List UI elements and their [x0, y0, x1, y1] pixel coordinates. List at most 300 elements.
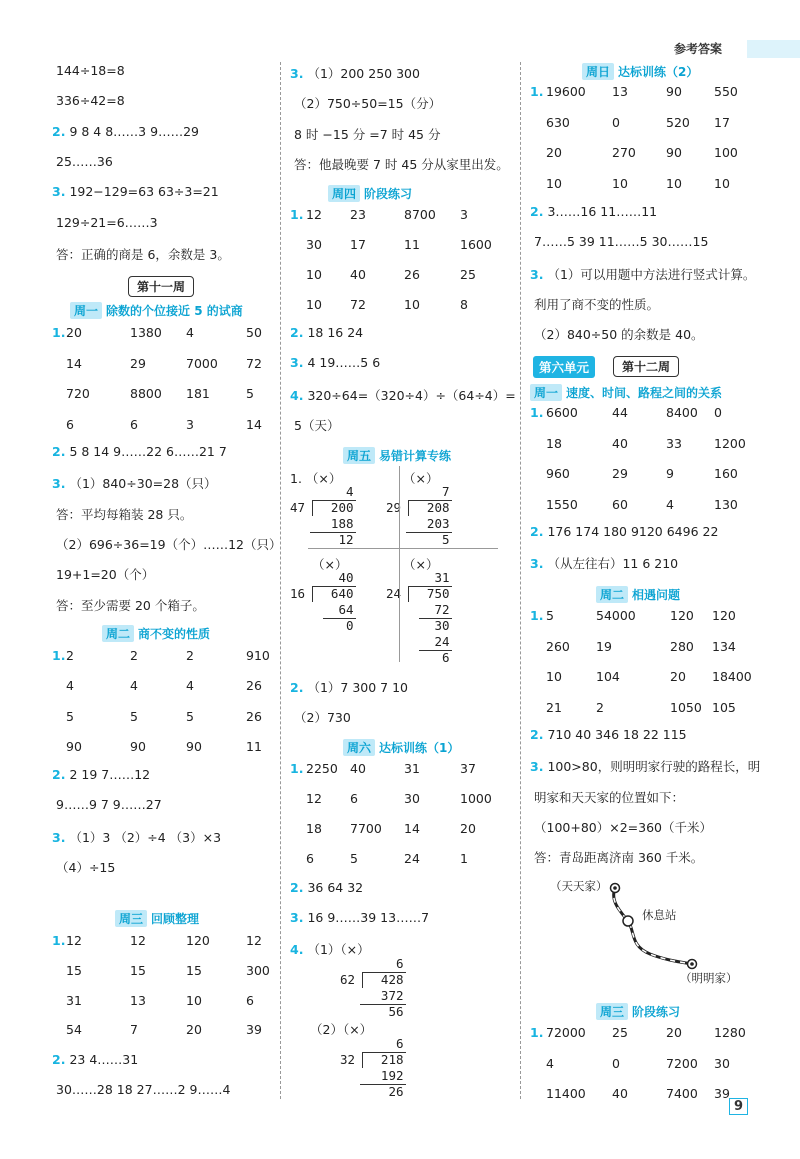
grid-cell: 7400	[666, 1086, 698, 1101]
answer-line	[290, 880, 363, 895]
section-title: 速度、时间、路程之间的关系	[566, 386, 723, 400]
dividend: 428	[380, 972, 404, 987]
quotient: 7	[441, 484, 450, 499]
answer-text: 30……28 18 27……2 9……4	[56, 1082, 231, 1097]
division-step: 203	[426, 516, 450, 531]
route-map	[600, 876, 720, 976]
section-tag: 周一	[530, 384, 562, 401]
section-tag: 周一	[70, 302, 102, 319]
answer-line	[530, 295, 659, 313]
section-title: 回顾整理	[151, 912, 200, 926]
item-number: 3.	[290, 355, 304, 371]
answer-line	[52, 797, 162, 812]
grid-cell: 9	[666, 466, 674, 481]
section-heading	[596, 1003, 680, 1020]
answer-line	[530, 554, 678, 572]
item-number: 2.	[530, 204, 544, 219]
section-heading	[115, 910, 199, 927]
answer-text: 129÷21=6……3	[56, 214, 158, 230]
grid-cell: 0	[612, 114, 620, 130]
grid-cell: 13	[612, 84, 628, 99]
section-heading	[582, 63, 698, 80]
quotient: 4	[345, 484, 354, 499]
division-step: 30	[434, 618, 450, 633]
divisor: 24	[386, 586, 402, 601]
grid-cell: 25	[612, 1025, 628, 1040]
grid-cell: 1	[460, 851, 468, 866]
week-label: 第十二周	[613, 356, 679, 377]
grid-cell: 6	[246, 992, 254, 1008]
section-title: 阶段练习	[632, 1005, 681, 1019]
grid-cell: 1550	[546, 496, 578, 512]
grid-cell: 5	[350, 851, 358, 866]
grid-cell: 10	[306, 267, 322, 282]
answer-text: 4 19……5 6	[307, 355, 381, 371]
division-bracket	[362, 972, 363, 988]
grid-cell: 280	[670, 638, 694, 654]
section-heading	[328, 185, 412, 202]
answer-line	[290, 155, 509, 173]
answer-text: 192−129=63 63÷3=21	[69, 184, 219, 200]
grid-cell: 7700	[350, 821, 382, 836]
item-number: 4.	[290, 387, 304, 403]
grid-cell: 31	[404, 761, 420, 776]
grid-cell: 11	[246, 738, 262, 754]
answer-line	[530, 265, 755, 283]
grid-cell: 19	[596, 638, 612, 654]
grid-cell: 8800	[130, 386, 162, 401]
grid-cell: 30	[714, 1055, 730, 1071]
grid-cell: 8400	[666, 405, 698, 420]
answer-text: 23 4……31	[69, 1052, 139, 1067]
grid-cell: 90	[186, 738, 202, 754]
answer-line	[52, 1082, 230, 1097]
division-step: 24	[434, 634, 450, 649]
division-bracket	[312, 500, 313, 516]
grid-cell: 120	[712, 608, 736, 623]
answer-text: （4）÷15	[56, 859, 116, 875]
grid-cell: 11400	[546, 1086, 586, 1101]
section-title: 相遇问题	[632, 588, 681, 602]
grid-cell: 40	[350, 761, 366, 776]
grid-cell: 50	[246, 325, 262, 340]
answer-line	[52, 63, 125, 78]
section-title: 达标训练（1）	[379, 741, 460, 755]
grid-cell: 26	[246, 678, 262, 694]
item-number: 3.	[290, 910, 304, 925]
grid-cell: 910	[246, 648, 270, 663]
grid-cell: 26	[246, 708, 262, 724]
section-heading	[530, 384, 722, 401]
grid-cell: 550	[714, 84, 738, 99]
division-step: 64	[338, 602, 354, 617]
quotient: 6	[395, 1036, 404, 1051]
answer-text: 8 时 −15 分 =7 时 45 分	[294, 126, 441, 142]
answer-line	[290, 125, 440, 143]
answer-text: 明家和天天家的位置如下：	[534, 789, 685, 805]
answer-text: （1）（×）	[307, 942, 370, 957]
grid-cell: 520	[666, 114, 690, 130]
grid-cell: 14	[404, 821, 420, 836]
grid-cell: 14	[66, 355, 82, 371]
grid-cell: 105	[712, 699, 736, 715]
answer-line	[530, 818, 712, 836]
item-number: 3.	[52, 184, 66, 200]
grid-cell: 5	[546, 608, 554, 623]
grid-cell: 72000	[546, 1025, 586, 1040]
grid-cell: 54	[66, 1022, 82, 1038]
marker-dot	[613, 886, 617, 890]
grid-cell: 18	[546, 435, 562, 451]
grid-cell: 720	[66, 386, 90, 401]
divisor: 16	[290, 586, 306, 601]
map-label-mingming: （明明家）	[680, 971, 738, 985]
grid-cell: 1380	[130, 325, 162, 340]
division-bracket	[312, 586, 313, 602]
grid-cell: 12	[130, 933, 146, 948]
division-step: 72	[434, 602, 450, 617]
grid-cell: 6	[306, 851, 314, 866]
division-step: 372	[380, 988, 404, 1003]
item-number: 3.	[52, 829, 66, 845]
grid-cell: 2250	[306, 761, 338, 776]
division-mark: （2）（×）	[310, 1022, 373, 1037]
answer-text: 7……5 39 11……5 30……15	[534, 234, 709, 250]
grid-cell: 54000	[596, 608, 636, 623]
quotient: 40	[338, 570, 354, 585]
grid-cell: 39	[714, 1086, 730, 1101]
item-number: 3.	[52, 476, 66, 492]
divisor: 62	[340, 972, 356, 987]
answer-line	[530, 234, 708, 249]
answer-text: 320÷64=（320÷4）÷（64÷4）=	[307, 387, 516, 403]
answer-text: 336÷42=8	[56, 93, 125, 109]
answer-line	[290, 386, 516, 404]
answer-line	[290, 416, 339, 434]
answer-line	[52, 124, 199, 139]
answer-text: 5 8 14 9……22 6……21 7	[69, 444, 227, 459]
division-bar	[362, 1052, 406, 1053]
grid-cell: 17	[350, 237, 366, 252]
answer-text: （2）696÷36=19（个）……12（只）	[56, 536, 282, 552]
column-divider	[280, 62, 281, 1099]
answer-line	[290, 355, 380, 370]
grid-cell: 960	[546, 466, 570, 481]
item-number: 1.	[530, 1025, 544, 1040]
grid-cell: 4	[66, 678, 74, 694]
dividend: 750	[426, 586, 450, 601]
answer-line	[290, 708, 351, 726]
answer-line	[530, 325, 704, 343]
divisor: 47	[290, 500, 306, 515]
grid-cell: 39	[246, 1022, 262, 1038]
answer-text: （1）可以用题中方法进行竖式计算。	[547, 266, 756, 282]
answer-line	[52, 1052, 138, 1067]
grid-cell: 10	[404, 297, 420, 312]
division-mark: （×）	[312, 557, 348, 572]
unit-label: 第六单元	[533, 356, 595, 378]
grid-cell: 24	[404, 851, 420, 866]
answer-line	[52, 565, 154, 583]
answer-line	[290, 94, 441, 112]
map-label-tiantian: （天天家）	[550, 879, 608, 893]
answer-line	[530, 204, 657, 219]
answer-text: 答：他最晚要 7 时 45 分从家里出发。	[294, 156, 509, 172]
answer-line	[52, 184, 219, 199]
grid-cell: 15	[66, 962, 82, 978]
grid-cell: 15	[130, 962, 146, 978]
section-tag: 周三	[596, 1003, 628, 1020]
section-heading	[596, 586, 680, 603]
item-number: 2.	[52, 123, 66, 139]
rest-stop-marker	[623, 916, 633, 926]
answer-text: （1）3 （2）÷4 （3）×3	[69, 829, 222, 845]
item-number: 1.	[52, 325, 66, 340]
dividend: 640	[330, 586, 354, 601]
answer-line	[530, 848, 703, 866]
answer-line	[290, 325, 363, 340]
grid-cell: 270	[612, 145, 636, 160]
item-number: 1.	[52, 933, 66, 948]
grid-cell: 12	[306, 791, 322, 806]
section-title: 阶段练习	[364, 187, 413, 201]
grid-cell: 19600	[546, 84, 586, 99]
grid-cell: 4	[186, 325, 194, 340]
item-number: 2.	[530, 524, 544, 539]
grid-cell: 17	[714, 114, 730, 130]
answer-text: （2）750÷50=15（分）	[294, 96, 442, 112]
grid-cell: 260	[546, 638, 570, 654]
column-divider	[520, 62, 521, 1099]
grid-cell: 14	[246, 416, 262, 432]
division-bar	[362, 972, 406, 973]
division-step: 188	[330, 516, 354, 531]
division-bar	[408, 500, 452, 501]
grid-cell: 104	[596, 669, 620, 684]
grid-cell: 10	[666, 175, 682, 191]
section-tag: 周五	[343, 447, 375, 464]
grid-cell: 40	[350, 267, 366, 282]
grid-cell: 1280	[714, 1025, 746, 1040]
grid-cell: 2	[596, 699, 604, 715]
item-number: 1.	[52, 648, 66, 663]
dividend: 208	[426, 500, 450, 515]
grid-cell: 25	[460, 267, 476, 282]
grid-cell: 7000	[186, 355, 218, 371]
item-number: 2.	[52, 767, 66, 782]
divisor: 29	[386, 500, 402, 515]
section-heading	[343, 739, 459, 756]
answer-text: 16 9……39 13……7	[307, 910, 430, 925]
grid-cell: 20	[546, 145, 562, 160]
grid-cell: 4	[186, 678, 194, 694]
page-number: 9	[729, 1098, 748, 1115]
section-heading	[70, 302, 243, 319]
section-heading	[343, 447, 451, 464]
section-tag: 周日	[582, 63, 614, 80]
grid-cell: 7200	[666, 1055, 698, 1071]
answer-text: 答：平均每箱装 28 只。	[56, 506, 193, 522]
answer-text: （1）200 250 300	[307, 66, 420, 81]
grid-cell: 120	[186, 933, 210, 948]
grid-cell: 160	[714, 466, 738, 481]
grid-cell: 3	[460, 207, 468, 222]
division-mark: （×）	[403, 557, 439, 572]
item-number: 2.	[290, 880, 304, 895]
grid-cell: 37	[460, 761, 476, 776]
grid-cell: 4	[130, 678, 138, 694]
grid-cell: 15	[186, 962, 202, 978]
grid-cell: 12	[246, 933, 262, 948]
answer-text: （2）840÷50 的余数是 40。	[534, 327, 704, 343]
grid-cell: 5	[186, 708, 194, 724]
grid-cell: 6	[350, 791, 358, 806]
grid-cell: 20	[460, 821, 476, 836]
answer-text: 25……36	[56, 153, 113, 169]
marker-dot	[690, 962, 694, 966]
answer-text: 9 8 4 8……3 9……29	[69, 123, 199, 139]
division-bracket	[408, 500, 409, 516]
grid-cell: 60	[612, 496, 628, 512]
grid-cell: 90	[666, 145, 682, 160]
answer-line	[530, 788, 684, 806]
item-number: 2.	[290, 680, 304, 695]
section-heading	[102, 625, 210, 642]
answer-text: 3……16 11……11	[547, 204, 658, 219]
item-number: 3.	[530, 266, 544, 282]
answer-line	[52, 767, 150, 782]
answer-text: 答：正确的商是 6，余数是 3。	[56, 246, 230, 262]
division-bar	[312, 586, 356, 587]
item-number: 2.	[52, 444, 66, 459]
division-bracket	[408, 586, 409, 602]
answer-text: 答：青岛距离济南 360 千米。	[534, 850, 704, 866]
grid-cell: 120	[670, 608, 694, 623]
grid-cell: 13	[130, 992, 146, 1008]
grid-cell: 6	[66, 416, 74, 432]
answer-text: （1）840÷30=28（只）	[69, 476, 217, 492]
grid-cell: 3	[186, 416, 194, 432]
item-number: 1.	[530, 608, 544, 623]
grid-cell: 2	[130, 648, 138, 663]
grid-cell: 1050	[670, 699, 702, 715]
grid-cell: 23	[350, 207, 366, 222]
item-number: 4.	[290, 942, 304, 957]
grid-cell: 72	[246, 355, 262, 371]
answer-line	[52, 93, 125, 108]
grid-cell: 11	[404, 237, 420, 252]
answer-text: 5（天）	[294, 417, 340, 433]
answer-line	[290, 678, 408, 696]
grid-cell: 90	[66, 738, 82, 754]
grid-cell: 300	[246, 962, 270, 978]
grid-cell: 30	[306, 237, 322, 252]
section-title: 达标训练（2）	[618, 65, 699, 79]
answer-line	[52, 858, 115, 876]
answer-text: 9……9 7 9……27	[56, 797, 162, 813]
answer-text: （1）7 300 7 10	[307, 680, 408, 695]
grid-cell: 10	[546, 175, 562, 191]
grid-cell: 1600	[460, 237, 492, 252]
division-mark: 1. （×）	[290, 471, 342, 486]
divisor: 32	[340, 1052, 356, 1067]
map-label-rest-stop: 休息站	[642, 908, 677, 922]
division-step: 26	[388, 1084, 404, 1099]
answer-text: 176 174 180 9120 6496 22	[547, 524, 719, 539]
section-title: 易错计算专练	[379, 449, 452, 463]
grid-cell: 20	[66, 325, 82, 340]
answer-text: （100+80）×2=360（千米）	[534, 819, 712, 835]
grid-cell: 31	[66, 992, 82, 1008]
grid-cell: 181	[186, 386, 210, 401]
answer-text: 100>80，则明明家行驶的路程长，明	[547, 759, 761, 775]
grid-cell: 2	[66, 648, 74, 663]
grid-cell: 12	[306, 207, 322, 222]
grid-cell: 12	[66, 933, 82, 948]
division-mark: （×）	[403, 471, 439, 486]
header-bar	[747, 40, 800, 58]
grid-cell: 4	[666, 496, 674, 512]
section-tag: 周二	[102, 625, 134, 642]
grid-cell: 0	[612, 1055, 620, 1071]
grid-cell: 29	[612, 466, 628, 481]
grid-cell: 0	[714, 405, 722, 420]
grid-cell: 10	[714, 175, 730, 191]
grid-cell: 90	[130, 738, 146, 754]
answer-text: 2 19 7……12	[69, 767, 151, 782]
grid-cell: 72	[350, 297, 366, 312]
division-step: 0	[345, 618, 354, 633]
division-step: 56	[388, 1004, 404, 1019]
division-bar	[312, 500, 356, 501]
grid-cell: 100	[714, 145, 738, 160]
answer-line	[52, 444, 227, 459]
answer-line	[52, 828, 221, 846]
grid-cell: 5	[66, 708, 74, 724]
answer-text: （2）730	[294, 710, 351, 725]
header-label: 参考答案	[674, 42, 723, 56]
grid-cell: 18	[306, 821, 322, 836]
item-number: 2.	[530, 727, 544, 742]
section-tag: 周二	[596, 586, 628, 603]
item-number: 1.	[290, 761, 304, 776]
answer-line	[52, 535, 281, 553]
answer-line	[52, 596, 205, 614]
grid-cell: 630	[546, 114, 570, 130]
answer-text: 710 40 346 18 22 115	[547, 727, 687, 742]
answer-text: 利用了商不变的性质。	[534, 296, 660, 312]
answer-line	[52, 505, 192, 523]
grid-cell: 29	[130, 355, 146, 371]
grid-cell: 1200	[714, 435, 746, 451]
division-step: 5	[441, 532, 450, 547]
grid-cell: 5	[130, 708, 138, 724]
answer-line	[52, 474, 217, 492]
answer-line	[290, 910, 429, 925]
division-bracket	[362, 1052, 363, 1068]
grid-cell: 44	[612, 405, 628, 420]
item-number: 2.	[290, 325, 304, 340]
grid-cell: 6600	[546, 405, 578, 420]
answer-text: 144÷18=8	[56, 63, 125, 78]
answer-line	[52, 154, 113, 169]
week-label: 第十一周	[128, 276, 194, 297]
grid-cell: 10	[306, 297, 322, 312]
section-tag: 周六	[343, 739, 375, 756]
section-title: 商不变的性质	[138, 627, 211, 641]
grid-cell: 1000	[460, 791, 492, 806]
answer-line	[530, 524, 718, 539]
